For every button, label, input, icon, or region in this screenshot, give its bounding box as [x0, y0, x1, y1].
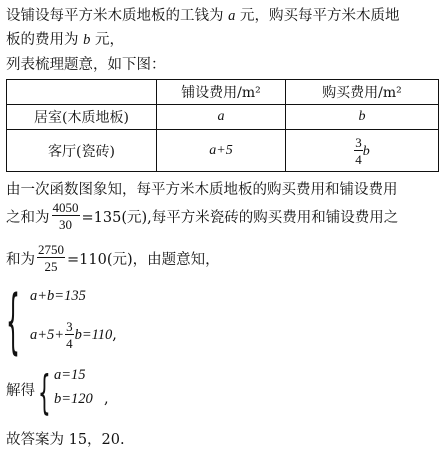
solution-text: =135(元),每平方米瓷砖的购买费用和铺设费用之 — [81, 209, 399, 226]
install-cost-cell: a+5 — [157, 130, 286, 172]
fraction-denominator: 4 — [66, 336, 73, 351]
intro-text: 元，购买每平方米木质地 — [239, 8, 400, 24]
intro-text: 元， — [94, 32, 124, 48]
buy-cost-cell — [286, 130, 439, 172]
solve-label: 解得 — [6, 383, 35, 399]
solution-line-2 — [6, 196, 398, 236]
table-header-cell: 铺设费用/m² — [157, 80, 286, 105]
variable-a: a — [228, 8, 236, 24]
solution-text: 和为 — [6, 251, 35, 268]
answer-line: 故答案为 15，20. — [6, 432, 125, 448]
fraction — [37, 243, 65, 273]
equation-text: b=110 — [74, 326, 113, 343]
fraction-denominator: 30 — [59, 217, 72, 232]
equation-1: a+b=135 — [30, 288, 86, 304]
equation-2 — [30, 314, 117, 356]
solution-line-3 — [6, 238, 220, 278]
solution-comma: , — [104, 391, 109, 407]
fraction-denominator: 4 — [355, 151, 362, 167]
intro-text: 板的费用为 — [6, 32, 79, 48]
table-header-cell: 购买费用/m² — [286, 80, 439, 105]
intro-line-1 — [6, 4, 399, 25]
solution-text: =110(元)，由题意知， — [67, 251, 220, 268]
solution-b: b=120 — [54, 391, 93, 407]
cost-table — [6, 79, 439, 172]
table-row — [7, 105, 439, 130]
equation-comma: , — [112, 327, 117, 343]
intro-line-3: 列表梳理题意，如下图： — [6, 57, 166, 73]
row-label: 客厅(瓷砖) — [7, 130, 157, 172]
variable-b: b — [362, 143, 370, 159]
table-header-row — [7, 80, 439, 105]
fraction-numerator: 3 — [66, 319, 73, 334]
fraction-numerator: 4050 — [52, 200, 79, 215]
solution-brace: { — [38, 365, 51, 421]
system-brace: { — [6, 284, 20, 364]
intro-line-2 — [6, 28, 124, 49]
buy-cost-cell: b — [286, 105, 439, 130]
solution-a: a=15 — [54, 367, 86, 383]
fraction-numerator: 3 — [355, 134, 362, 150]
equation-text: a+5+ — [30, 326, 65, 343]
variable-b: b — [83, 32, 91, 48]
table-header-cell — [7, 80, 157, 105]
fraction — [65, 320, 74, 350]
fraction-denominator: 25 — [44, 259, 58, 274]
intro-text: 设铺设每平方米木质地板的工钱为 — [6, 8, 224, 24]
fraction — [52, 201, 80, 231]
table-row — [7, 130, 439, 172]
fraction — [354, 136, 363, 166]
fraction-numerator: 2750 — [38, 242, 64, 257]
row-label: 居室(木质地板) — [7, 105, 157, 130]
solution-text: 之和为 — [6, 209, 50, 226]
solution-line-1: 由一次函数图象知，每平方米木质地板的购买费用和铺设费用 — [6, 182, 398, 198]
install-cost-cell: a — [157, 105, 286, 130]
